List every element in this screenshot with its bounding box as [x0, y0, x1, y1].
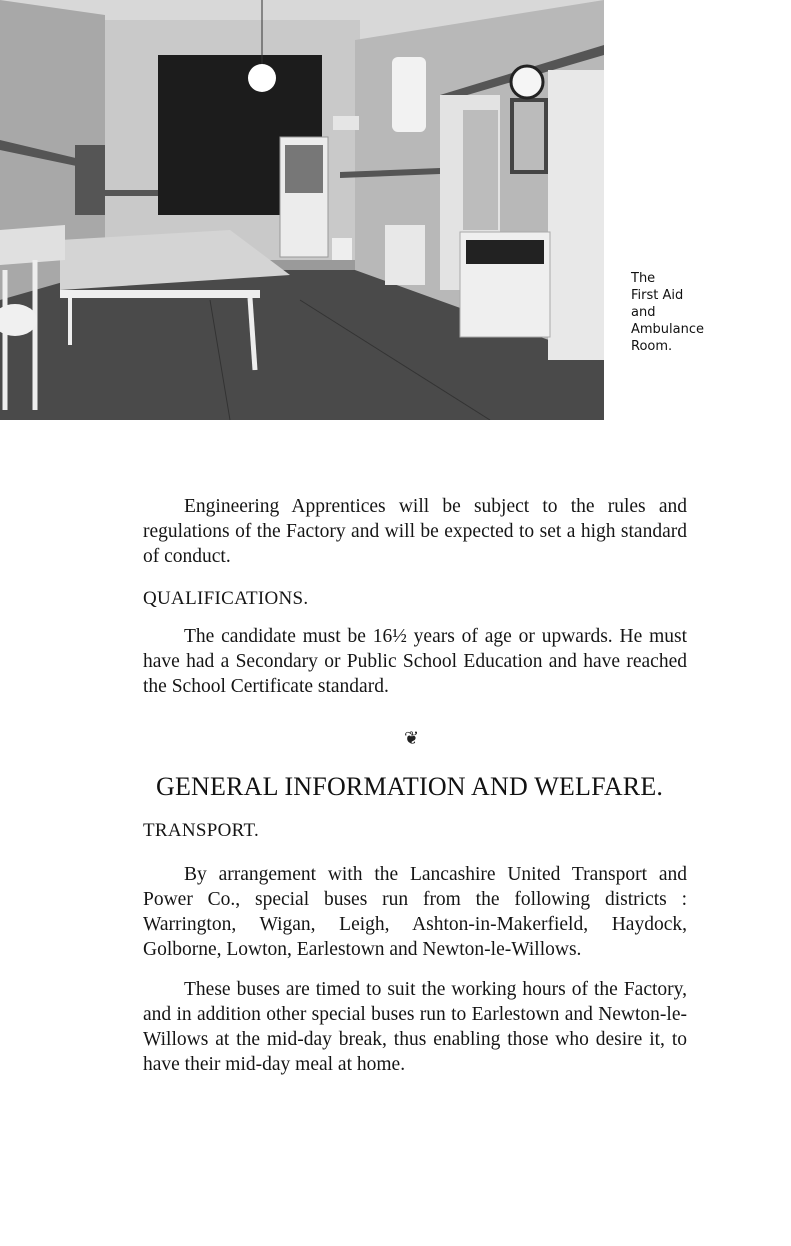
transport-heading: TRANSPORT. [143, 820, 260, 841]
qualifications-paragraph: The candidate must be 16½ years of age or upwards. He must have had a Secondary or Public School Education and have reached the School Certificate standard. [143, 626, 687, 697]
caption-line: The [631, 271, 656, 286]
caption-line: and [631, 305, 656, 320]
caption-line: Room. [631, 339, 673, 354]
caption-line: First Aid [631, 288, 684, 303]
caption-line: Ambulance [631, 322, 705, 337]
qualifications-heading: QUALIFICATIONS. [143, 588, 309, 609]
intro-paragraph: Engineering Apprentices will be subject to the rules and regulations of the Factory and will be expected to set a high standard of conduct. [143, 496, 687, 567]
fleuron-ornament-icon: ❦ [404, 728, 420, 749]
general-information-heading: GENERAL INFORMATION AND WELFARE. [156, 772, 664, 801]
transport-block [143, 862, 687, 1077]
transport-paragraph: By arrangement with the Lancashire United Transport and Power Co., special buses run from the following districts : Warrington, Wigan, Leigh, Ashton-in-Makerfield, Haydock, Golborne, Lowton, Earlestown and Newton-le-Willows. [143, 864, 687, 960]
photo-caption [631, 270, 741, 355]
transport-paragraph: These buses are timed to suit the working hours of the Factory, and in addition other special buses run to Earlestown and Newton-le-Willows at the mid-day break, thus enabling those who desire it, to have their mid-day meal at home. [143, 979, 687, 1075]
first-aid-room-photo [0, 0, 604, 420]
intro-paragraph-block [143, 494, 687, 569]
qualifications-block [143, 624, 687, 699]
